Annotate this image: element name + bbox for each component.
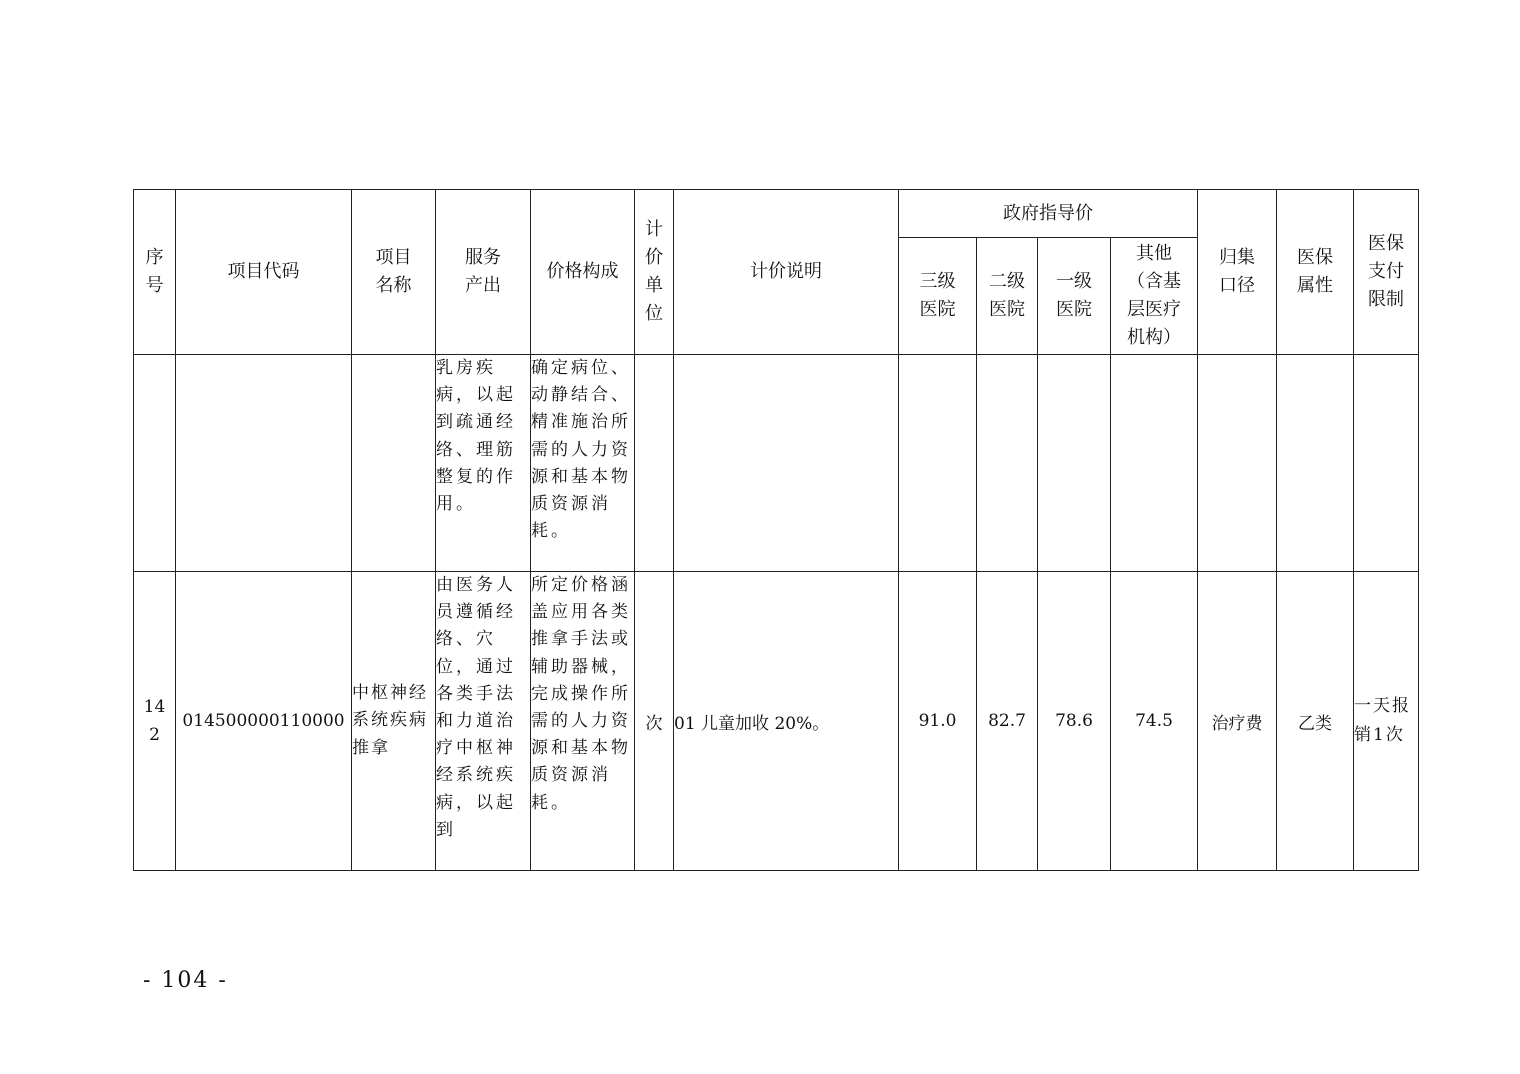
cell-tier2: 82.7 [977,572,1038,871]
header-output-label: 服务产出 [465,247,501,296]
header-output [436,190,531,355]
cell-composition: 确定病位、动静结合、精准施治所需的人力资源和基本物质资源消耗。 [531,355,635,572]
cell-seq [134,355,176,572]
header-tier1 [1038,238,1111,355]
cell-desc [674,355,899,572]
header-seq [134,190,176,355]
header-tier3 [899,238,977,355]
cell-tier1 [1038,355,1111,572]
cell-tier2 [977,355,1038,572]
cell-insurance [1277,355,1354,572]
cell-other [1111,355,1198,572]
header-tier1-label: 一级医院 [1056,271,1092,320]
header-limit-label: 医保支付限制 [1368,233,1404,310]
cell-name: 中枢神经系统疾病推拿 [352,572,436,871]
header-composition: 价格构成 [531,190,635,355]
page-number: - 104 - [143,968,228,993]
cell-category [1198,355,1277,572]
cell-other: 74.5 [1111,572,1198,871]
cell-limit [1354,355,1419,572]
header-tier3-label: 三级医院 [919,271,956,320]
header-insurance [1277,190,1354,355]
cell-tier3 [899,355,977,572]
cell-tier3: 91.0 [899,572,977,871]
header-desc: 计价说明 [674,190,899,355]
cell-name [352,355,436,572]
header-other-label: 其他（含基层医疗机构） [1127,243,1181,348]
header-limit [1354,190,1419,355]
cell-tier1: 78.6 [1038,572,1111,871]
cell-desc: 01 儿童加收 20%。 [674,572,899,871]
cell-seq-value: 142 [143,697,166,745]
header-name [352,190,436,355]
table-row [134,572,1419,871]
cell-output: 由医务人员遵循经络、穴位，通过各类手法和力道治疗中枢神经系统疾病，以起到 [436,572,531,871]
header-gov-price: 政府指导价 [899,190,1198,238]
cell-composition: 所定价格涵盖应用各类推拿手法或辅助器械，完成操作所需的人力资源和基本物质资源消耗。 [531,572,635,871]
header-insurance-label: 医保属性 [1297,247,1333,296]
table-row [134,355,1419,572]
header-other [1111,238,1198,355]
cell-insurance: 乙类 [1277,572,1354,871]
header-tier2-label: 二级医院 [989,271,1025,320]
header-code: 项目代码 [176,190,352,355]
cell-output: 乳房疾病，以起到疏通经络、理筋整复的作用。 [436,355,531,572]
header-category [1198,190,1277,355]
price-table [133,189,1419,871]
cell-code: 014500000110000 [176,572,352,871]
cell-seq [134,572,176,871]
header-seq-label: 序号 [145,247,164,296]
cell-unit [635,355,674,572]
cell-unit: 次 [635,572,674,871]
cell-code [176,355,352,572]
cell-category: 治疗费 [1198,572,1277,871]
cell-limit: 一天报销1次 [1354,572,1419,871]
header-category-label: 归集口径 [1219,247,1255,296]
header-name-label: 项目名称 [375,247,412,296]
header-unit-label: 计价单位 [645,219,663,324]
header-unit [635,190,674,355]
header-tier2 [977,238,1038,355]
